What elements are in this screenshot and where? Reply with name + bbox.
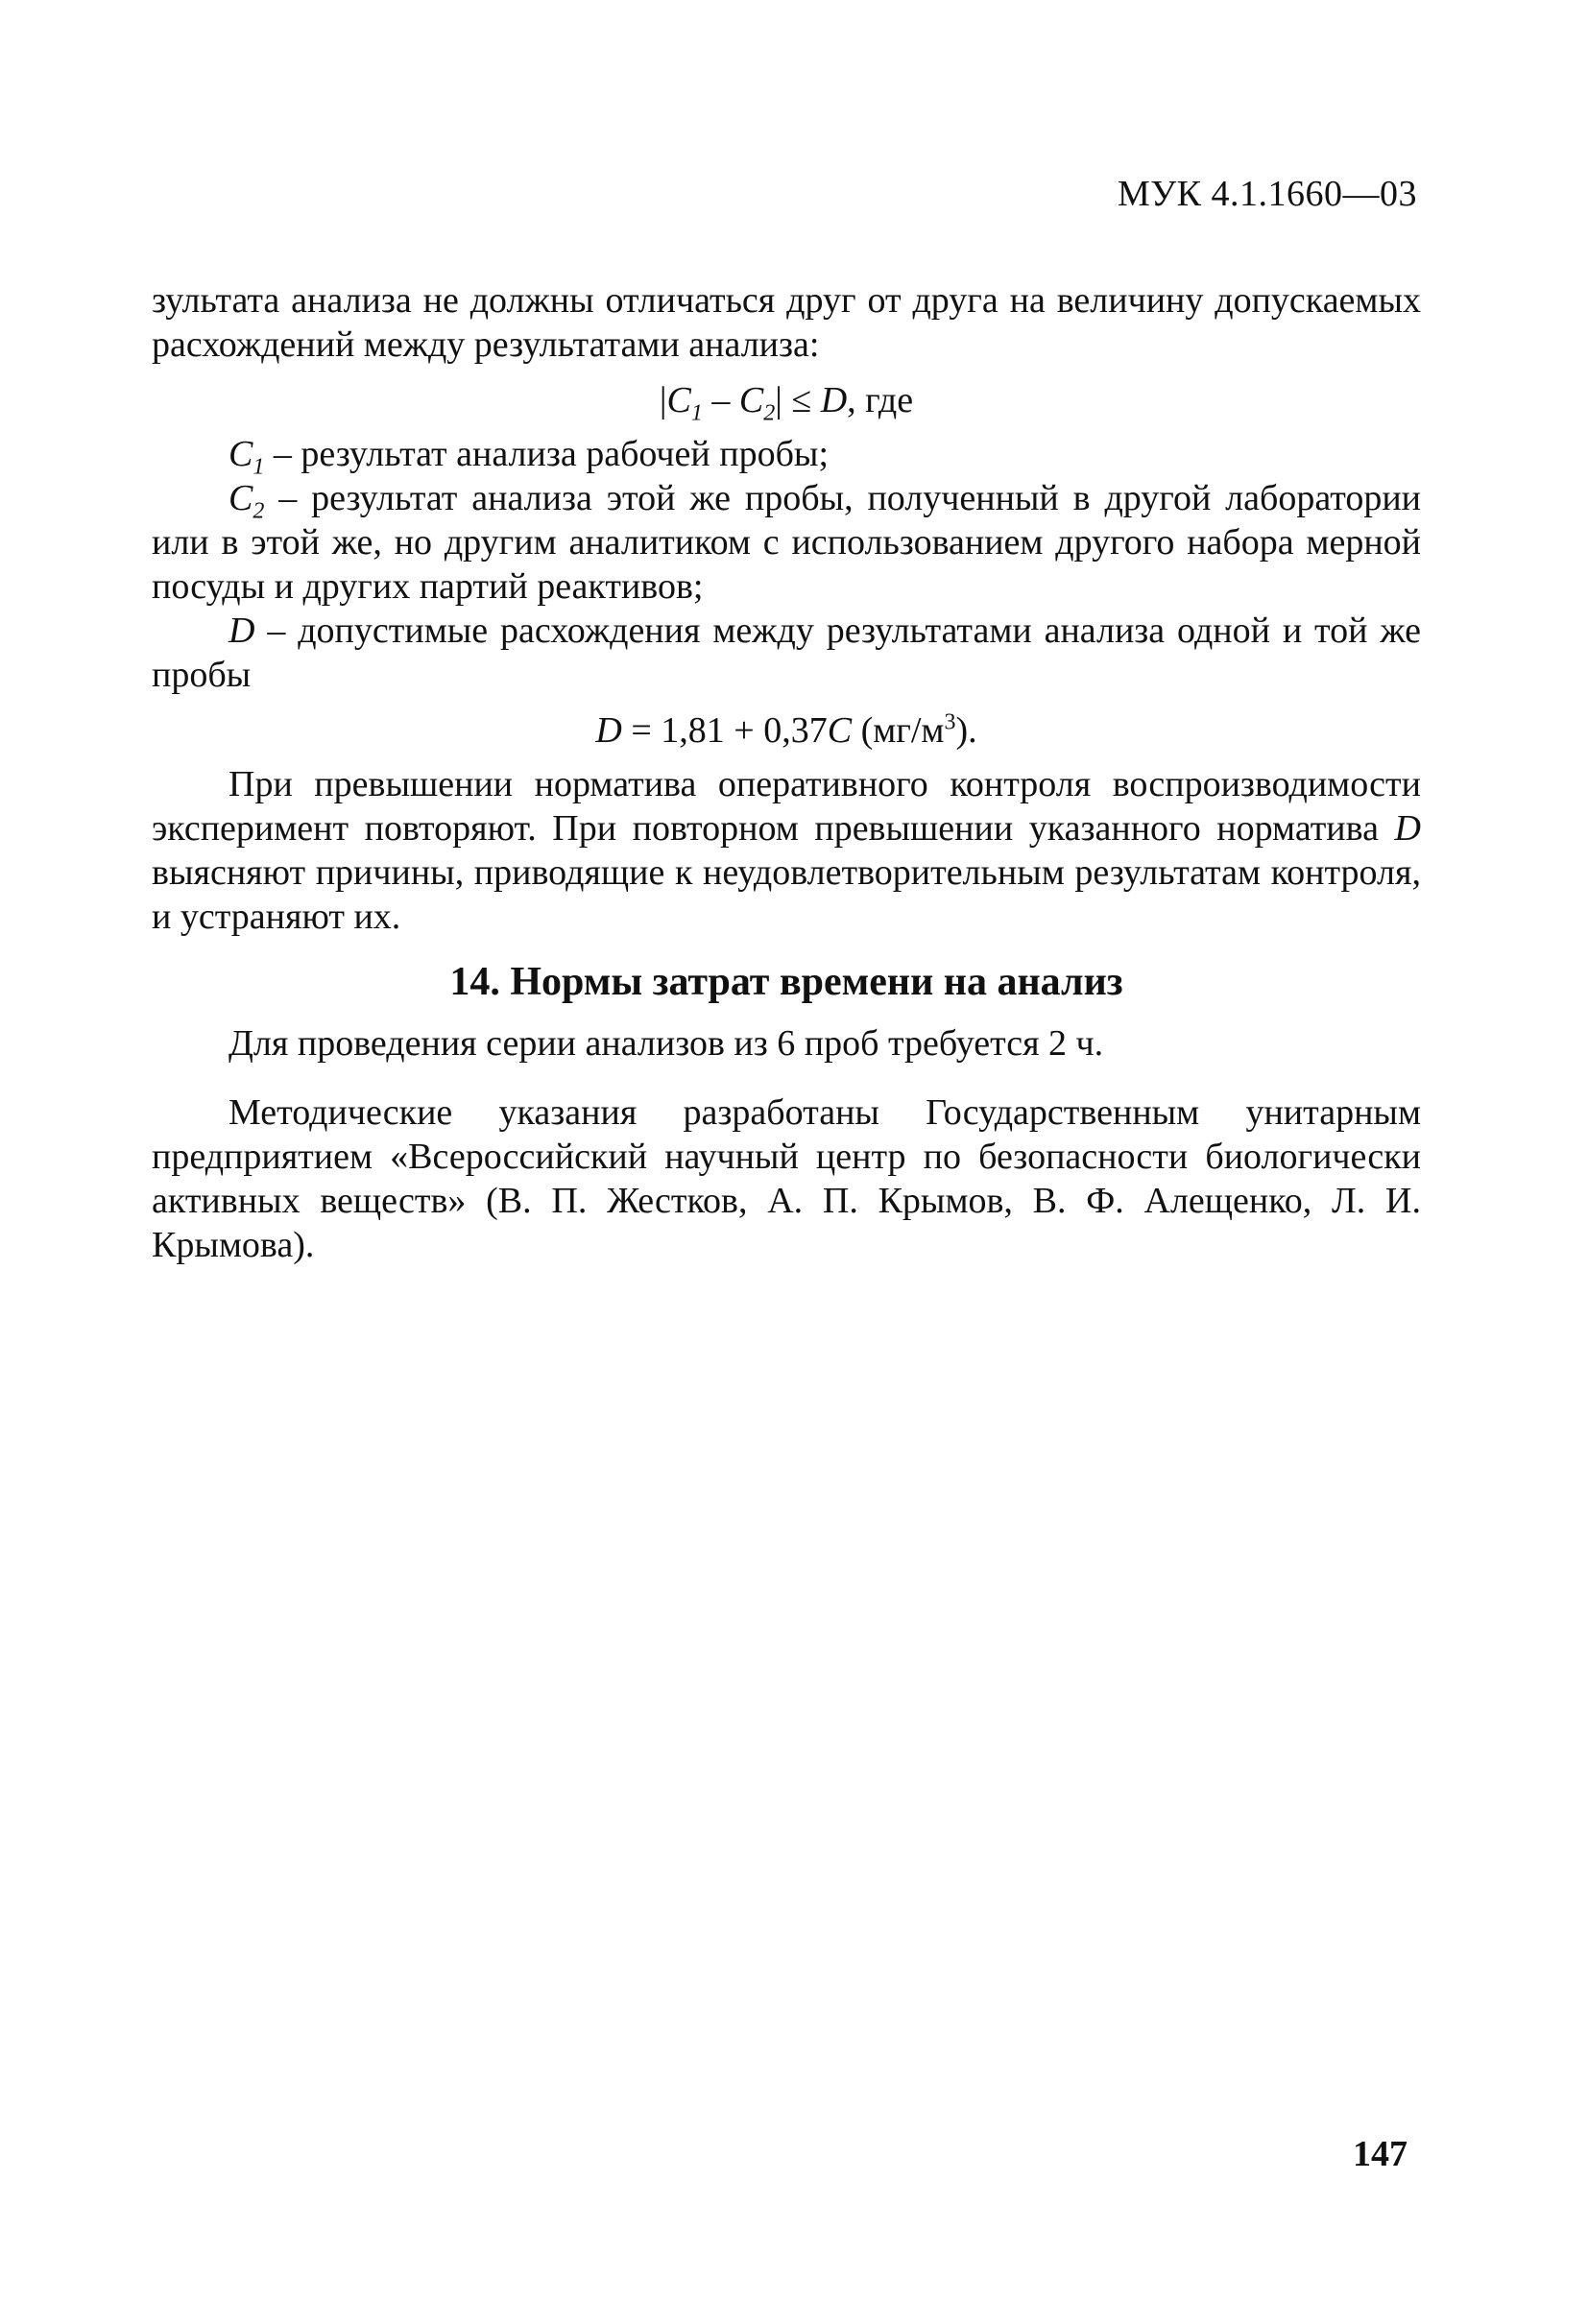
formula-minus: – <box>702 380 739 420</box>
formula2-eq: = 1,81 + 0,37 <box>621 710 828 751</box>
abs-bar-right: | <box>775 380 782 420</box>
exceed-symbol: D <box>1394 808 1421 849</box>
credits-paragraph: Методические указания разработаны Государственным унитарным предприятием «Всероссийский научный центр по безопасности биологически активных веществ» (В. П. Жестков, А. П. Крымов, В. Ф. Алещенко, Л. И. Крымова). <box>152 1092 1421 1265</box>
formula-difference <box>152 378 1421 426</box>
page-content <box>152 278 1421 1267</box>
exceed-paragraph <box>152 762 1421 939</box>
definition-c2 <box>152 476 1421 609</box>
exceed-text-post: выясняют причины, приводящие к неудовлетворительным результатам контроля, и устраняют их. <box>152 852 1421 937</box>
definition-c1 <box>152 432 1421 480</box>
definition-symbol: D <box>229 611 255 651</box>
formula2-units-post: ). <box>955 710 977 751</box>
formula2-units-sup: 3 <box>944 709 956 735</box>
definition-text: – результат анализа этой же пробы, полученный в другой лаборатории или в этой же, но другим аналитиком с использованием другого набора мерной посуды и других партий реактивов; <box>152 478 1421 607</box>
definition-symbol: C <box>229 478 253 518</box>
formula-d: D <box>820 380 848 420</box>
formula-suffix: , где <box>847 380 914 420</box>
intro-paragraph: зультата анализа не должны отличаться друг от друга на величину допускаемых расхождений между результатами анализа: <box>152 280 1421 365</box>
formula-le: ≤ <box>782 380 821 420</box>
exceed-text-pre: При превышении норматива оперативного контроля воспроизводимости эксперимент повторяют. При повторном превышении указанного норматива <box>152 764 1421 849</box>
definition-subscript: 2 <box>253 498 265 524</box>
formula-c2-subscript: 2 <box>763 400 776 426</box>
formula-c1-subscript: 1 <box>690 400 703 426</box>
formula2-d: D <box>595 710 622 751</box>
definition-text: – допустимые расхождения между результатами анализа одной и той же пробы <box>152 611 1421 695</box>
formula-c1: C <box>666 380 691 420</box>
formula2-c: C <box>827 710 853 751</box>
time-paragraph: Для проведения серии анализов из 6 проб требуется 2 ч. <box>229 1023 1104 1064</box>
section-heading: 14. Нормы затрат времени на анализ <box>449 960 1123 1004</box>
formula-c2: C <box>738 380 764 420</box>
definition-text: – результат анализа рабочей пробы; <box>264 434 830 474</box>
definition-subscript: 1 <box>253 454 265 480</box>
page-number: 147 <box>1353 2134 1408 2174</box>
abs-bar-left: | <box>659 380 667 420</box>
spacer <box>152 1066 1421 1090</box>
formula2-units-pre: (мг/м <box>852 710 945 751</box>
formula-tolerance <box>152 708 1421 753</box>
document-code: МУК 4.1.1660—03 <box>1117 174 1417 214</box>
definition-d <box>152 609 1421 697</box>
definition-symbol: C <box>229 434 253 474</box>
